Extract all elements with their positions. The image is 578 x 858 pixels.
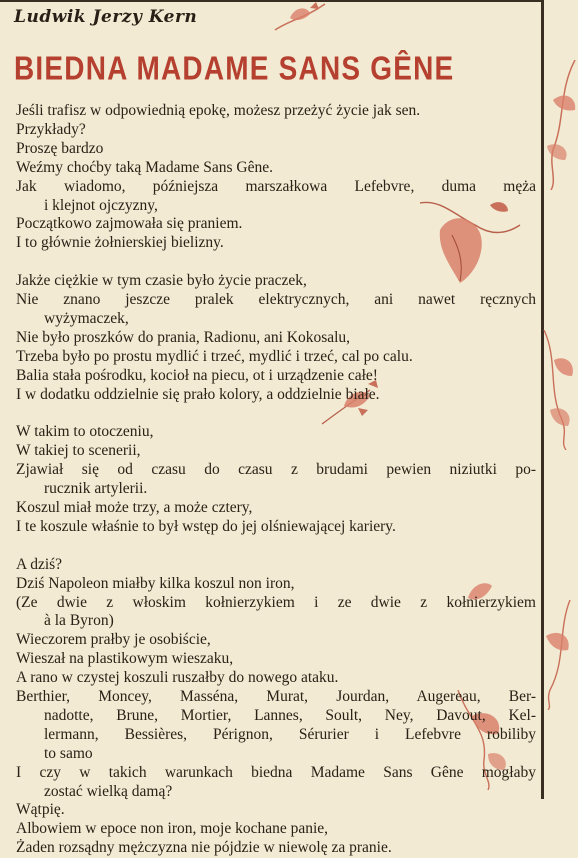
poem-line: lermann, Bessières, Pérignon, Sérurier i Lefebvre robiliby xyxy=(44,725,536,743)
flower-illustration-right-bottom xyxy=(540,600,578,710)
poem-line: Żaden rozsądny mężczyzna nie pójdzie w niewolę za pranie. xyxy=(16,839,392,857)
poem-line: A rano w czystej koszuli ruszałby do nowego ataku. xyxy=(16,669,339,687)
poem-line: Dziś Napoleon miałby kilka koszul non iron, xyxy=(16,574,295,592)
poem-line: Wieczorem prałby je osobiście, xyxy=(16,631,211,649)
poem-line: rucznik artylerii. xyxy=(44,480,148,498)
poem-line: I to głównie żołnierskiej bielizny. xyxy=(16,234,224,252)
poem-line: wyżymaczek, xyxy=(44,309,129,327)
poem-line: I czy w takich warunkach biedna Madame Sans Gêne mogłaby xyxy=(16,763,536,781)
poem-line: W takim to otoczeniu, xyxy=(16,423,154,441)
poem-line: Koszul miał może trzy, a może cztery, xyxy=(16,499,253,516)
flower-illustration-top xyxy=(270,0,330,34)
poem-line: Proszę bardzo xyxy=(16,139,104,157)
flower-illustration-right-mid xyxy=(540,330,578,450)
poem-line: zostać wielką damą? xyxy=(44,782,173,800)
poem-line: à la Byron) xyxy=(44,612,114,630)
stanza xyxy=(16,423,536,536)
poem-line: Jeśli trafisz w odpowiednią epokę, możesz przeżyć życie jak sen. xyxy=(16,102,421,119)
poem-line: A dziś? xyxy=(16,555,63,573)
poem-line: (Ze dwie z włoskim kołnierzykiem i ze dwie z kołnierzykiem xyxy=(16,593,536,611)
poem-line: Albowiem w epoce non iron, moje kochane panie, xyxy=(16,820,329,838)
poem-line: Nie znano jeszcze pralek elektrycznych, ani nawet ręcznych xyxy=(16,291,536,309)
stanza xyxy=(16,272,536,404)
poem-line: Początkowo zajmowała się praniem. xyxy=(16,215,243,233)
poem-line: Weźmy choćby taką Madame Sans Gêne. xyxy=(16,158,273,176)
stanza xyxy=(16,102,536,253)
stanza-gap xyxy=(16,253,536,272)
poem-line: Zjawiał się od czasu do czasu z brudami pewien niziutki po- xyxy=(16,461,536,479)
poem-line: Trzeba było po prostu mydlić i trzeć, mydlić i trzeć, cal po calu. xyxy=(16,347,413,365)
author-name: Ludwik Jerzy Kern xyxy=(14,7,198,27)
poem-title: BIEDNA MADAME SANS GÊNE xyxy=(14,50,455,87)
poem-line: i klejnot ojczyzny, xyxy=(44,196,158,214)
poem-line: I te koszule właśnie to był wstęp do jej olśniewającej kariery. xyxy=(16,517,396,535)
stanza-gap xyxy=(16,537,536,556)
poem-line: Wątpię. xyxy=(16,801,65,819)
poem-line: W takiej to scenerii, xyxy=(16,442,141,460)
poem-line: Jakże ciężkie w tym czasie było życie praczek, xyxy=(16,272,307,290)
stanza xyxy=(16,556,536,858)
poem-line: to samo xyxy=(44,744,93,762)
poem-line: I w dodatku oddzielnie się prało kolory, a oddzielnie białe. xyxy=(16,385,380,403)
poem-text xyxy=(16,102,536,858)
poem-line: Wieszał na plastikowym wieszaku, xyxy=(16,650,234,668)
poem-line: Balia stała pośrodku, kocioł na piecu, ot i urządzenie całe! xyxy=(16,366,378,384)
poem-line: Przykłady? xyxy=(16,120,86,138)
poem-line: Nie było proszków do prania, Radionu, ani Kokosalu, xyxy=(16,328,351,346)
poem-line: Berthier, Moncey, Masséna, Murat, Jourdan, Augereau, Ber- xyxy=(16,688,536,706)
stanza-gap xyxy=(16,404,536,423)
poem-line: Jak wiadomo, późniejsza marszałkowa Lefebvre, duma męża xyxy=(16,177,536,195)
flower-illustration-right-top xyxy=(545,60,578,190)
poem-line: nadotte, Brune, Mortier, Lannes, Soult, Ney, Davout, Kel- xyxy=(44,706,536,724)
